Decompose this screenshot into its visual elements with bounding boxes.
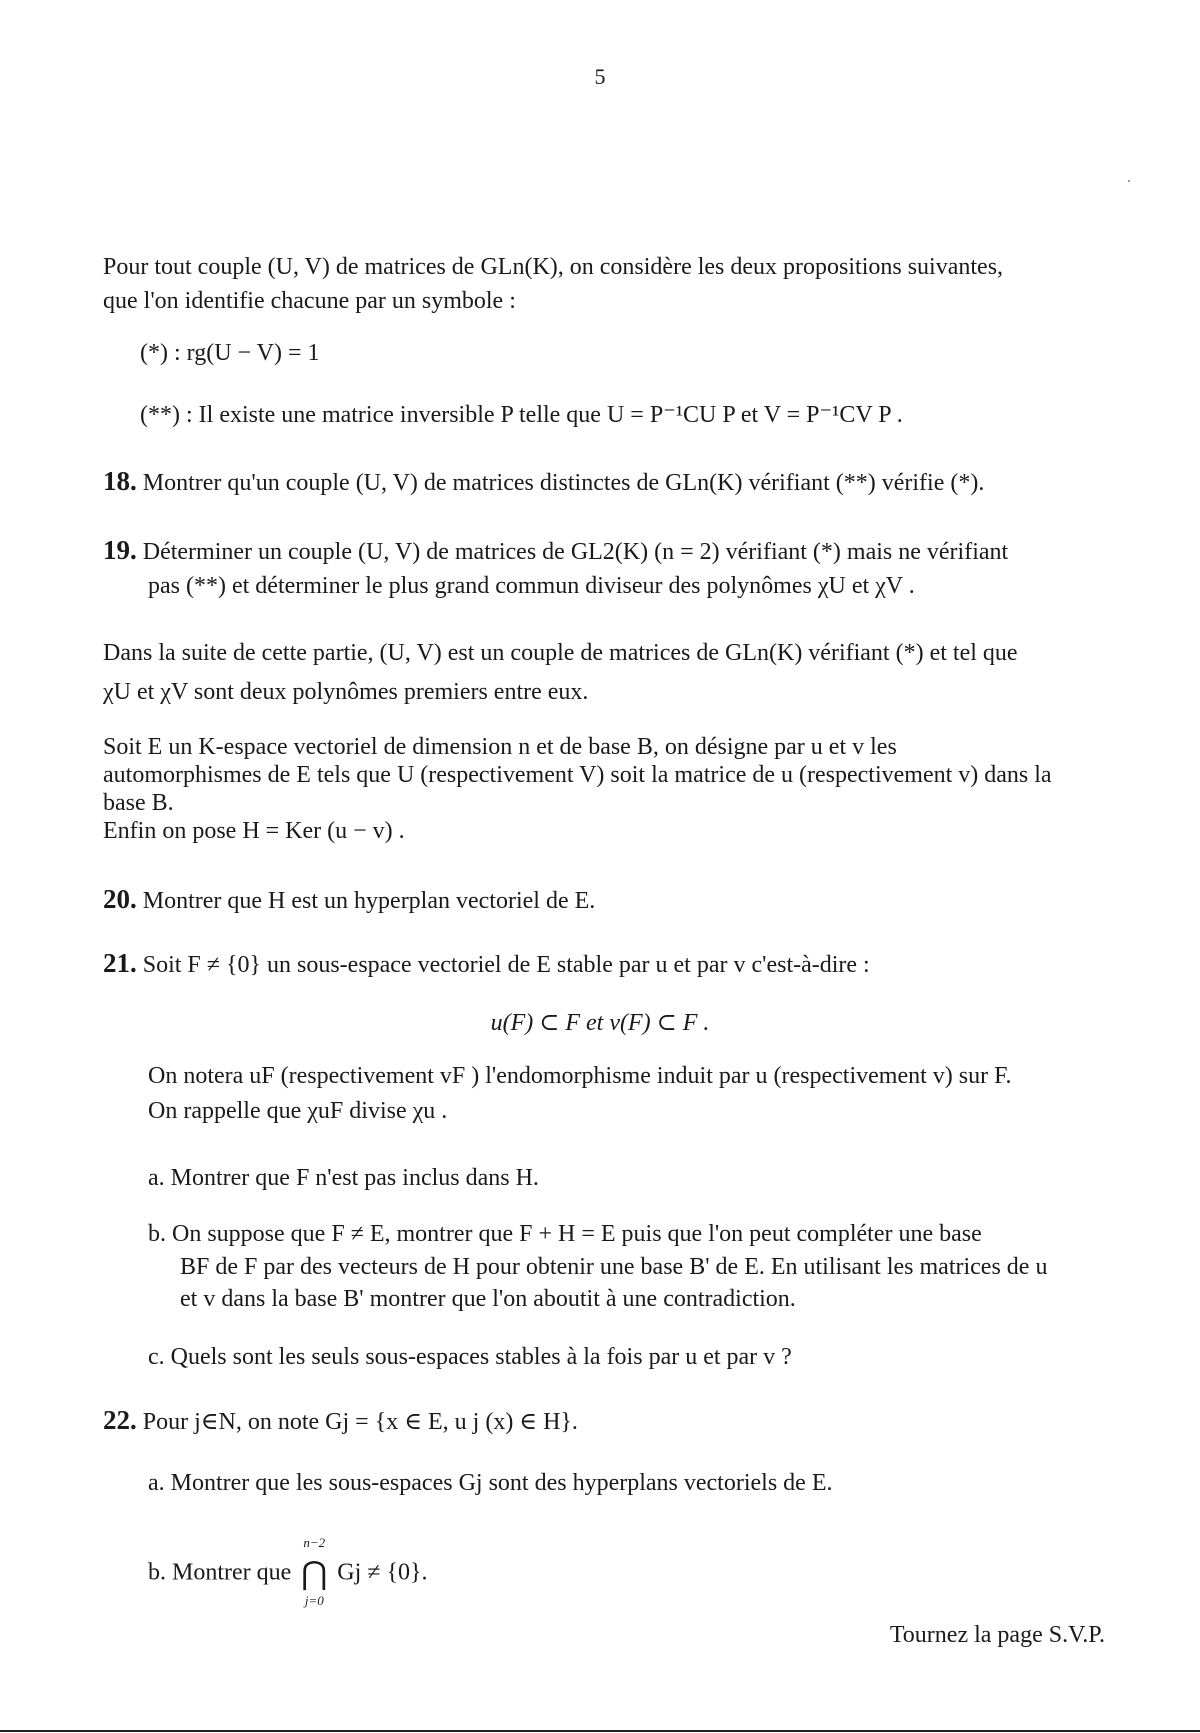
intersection-lower-bound: j=0 bbox=[304, 1593, 324, 1608]
suite-line-1: Dans la suite de cette partie, (U, V) est un couple de matrices de GLn(K) vérifiant (*) et tel que bbox=[103, 640, 1018, 666]
question-22 bbox=[103, 1405, 578, 1436]
question-18-number: 18. bbox=[103, 466, 137, 496]
question-19-line-1: Déterminer un couple (U, V) de matrices de GL2(K) (n = 2) vérifiant (*) mais ne vérifiant bbox=[142, 539, 1009, 565]
question-22-number: 22. bbox=[103, 1405, 137, 1435]
intersection-upper-bound: n−2 bbox=[303, 1535, 326, 1550]
soit-line-2: automorphismes de E tels que U (respectivement V) soit la matrice de u (respectivement v) dans la bbox=[103, 762, 1052, 788]
question-22-text: Pour j∈N, on note Gj = {x ∈ E, u j (x) ∈ H}. bbox=[142, 1409, 578, 1435]
proposition-double-star: (**) : Il existe une matrice inversible P telle que U = P⁻¹CU P et V = P⁻¹CV P . bbox=[140, 402, 903, 428]
question-22-b-prefix: b. Montrer que bbox=[148, 1559, 292, 1586]
question-21-a: a. Montrer que F n'est pas inclus dans H. bbox=[148, 1165, 539, 1191]
question-22-b-suffix: Gj ≠ {0}. bbox=[337, 1559, 428, 1586]
page-footer: Tournez la page S.V.P. bbox=[889, 1622, 1105, 1648]
scan-speck bbox=[1128, 180, 1130, 182]
question-20-number: 20. bbox=[103, 884, 137, 914]
soit-line-3: base B. bbox=[103, 790, 174, 816]
question-21-b-line-2: BF de F par des vecteurs de H pour obtenir une base B' de E. En utilisant les matrices de u bbox=[180, 1254, 1048, 1280]
question-22-a: a. Montrer que les sous-espaces Gj sont des hyperplans vectoriels de E. bbox=[148, 1470, 833, 1496]
intro-line-1: Pour tout couple (U, V) de matrices de GLn(K), on considère les deux propositions suivantes, bbox=[103, 254, 1004, 280]
question-21-text: Soit F ≠ {0} un sous-espace vectoriel de E stable par u et par v c'est-à-dire : bbox=[142, 952, 870, 978]
question-21-number: 21. bbox=[103, 948, 137, 978]
intersection-symbol: ⋂ bbox=[301, 1555, 328, 1591]
question-21-note-2: On rappelle que χuF divise χu . bbox=[148, 1098, 448, 1124]
question-21-b-line-1: b. On suppose que F ≠ E, montrer que F + H = E puis que l'on peut compléter une base bbox=[148, 1221, 982, 1247]
question-19 bbox=[103, 535, 1008, 566]
bottom-rule bbox=[0, 1730, 1200, 1732]
question-21-note-1: On notera uF (respectivement vF ) l'endomorphisme induit par u (respectivement v) sur F. bbox=[148, 1063, 1012, 1089]
question-22-b bbox=[148, 1535, 428, 1608]
question-19-line-2: pas (**) et déterminer le plus grand commun diviseur des polynômes χU et χV . bbox=[148, 573, 915, 599]
question-18-text: Montrer qu'un couple (U, V) de matrices distinctes de GLn(K) vérifiant (**) vérifie (*). bbox=[142, 470, 985, 496]
question-20 bbox=[103, 884, 595, 915]
question-21-c: c. Quels sont les seuls sous-espaces stables à la fois par u et par v ? bbox=[148, 1344, 792, 1370]
question-21 bbox=[103, 948, 870, 979]
question-18 bbox=[103, 466, 984, 497]
intersection-operator bbox=[299, 1535, 329, 1608]
question-21-b-line-3: et v dans la base B' montrer que l'on aboutit à une contradiction. bbox=[180, 1286, 796, 1312]
intro-line-2: que l'on identifie chacune par un symbole : bbox=[103, 288, 516, 314]
question-21-display: u(F) ⊂ F et v(F) ⊂ F . bbox=[490, 1010, 710, 1036]
intro-paragraph bbox=[103, 250, 1103, 318]
page-number: 5 bbox=[594, 64, 606, 89]
question-20-text: Montrer que H est un hyperplan vectoriel de E. bbox=[142, 888, 596, 914]
soit-line-1: Soit E un K-espace vectoriel de dimension n et de base B, on désigne par u et v les bbox=[103, 734, 897, 760]
proposition-star: (*) : rg(U − V) = 1 bbox=[140, 340, 320, 366]
suite-line-2: χU et χV sont deux polynômes premiers entre eux. bbox=[103, 679, 589, 705]
question-19-number: 19. bbox=[103, 535, 137, 565]
soit-line-4: Enfin on pose H = Ker (u − v) . bbox=[103, 818, 405, 844]
